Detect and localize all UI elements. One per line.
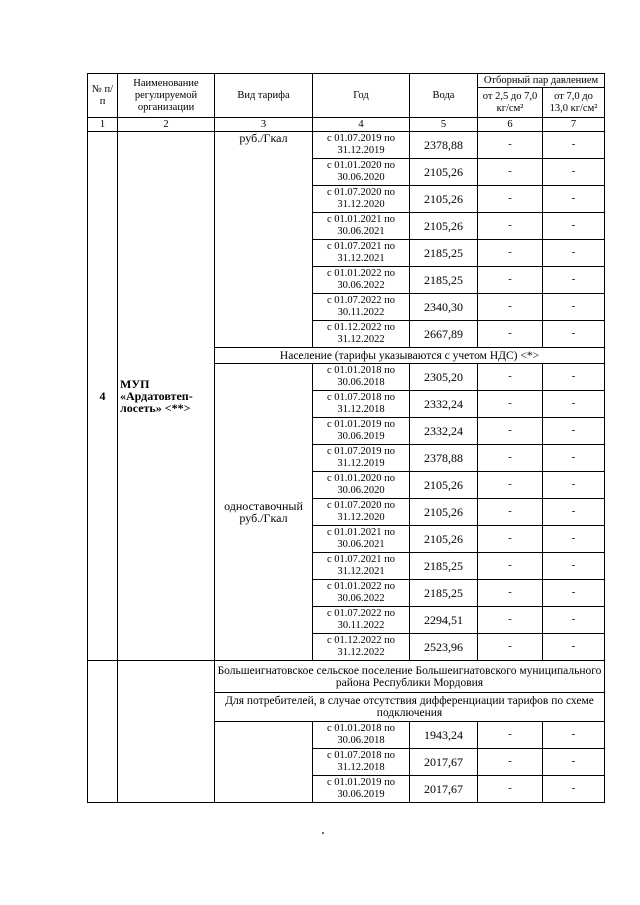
water-value: 2378,88: [410, 445, 478, 472]
row-number: 4: [88, 132, 118, 661]
table-row: [88, 132, 605, 159]
header-row: [88, 74, 605, 88]
header-steam-high: от 7,0 до 13,0 кг/см²: [543, 88, 605, 118]
steam-high-value: -: [543, 294, 605, 321]
steam-high-value: -: [543, 213, 605, 240]
water-value: 2294,51: [410, 607, 478, 634]
header-steam-group: Отборный пар давлением: [478, 74, 605, 88]
period-cell: с 01.01.2020 по 30.06.2020: [313, 159, 410, 186]
steam-high-value: -: [543, 580, 605, 607]
steam-low-value: -: [478, 391, 543, 418]
water-value: 2332,24: [410, 418, 478, 445]
steam-low-value: -: [478, 499, 543, 526]
period-cell: с 01.07.2019 по 31.12.2019: [313, 445, 410, 472]
consumers-label: Для потребителей, в случае отсутствия дифференциации тарифов по схеме подключения: [215, 693, 605, 722]
water-value: 2185,25: [410, 553, 478, 580]
water-value: 2105,26: [410, 526, 478, 553]
steam-high-value: -: [543, 240, 605, 267]
period-cell: с 01.01.2018 по 30.06.2018: [313, 364, 410, 391]
period-cell: с 01.01.2019 по 30.06.2019: [313, 776, 410, 803]
steam-low-value: -: [478, 445, 543, 472]
steam-low-value: -: [478, 267, 543, 294]
period-cell: с 01.01.2022 по 30.06.2022: [313, 267, 410, 294]
header-tariff-type: Вид тарифа: [215, 74, 313, 118]
steam-low-value: -: [478, 607, 543, 634]
column-number: 3: [215, 118, 313, 132]
water-value: 2185,25: [410, 267, 478, 294]
steam-low-value: -: [478, 132, 543, 159]
steam-low-value: -: [478, 186, 543, 213]
column-number: 5: [410, 118, 478, 132]
period-cell: с 01.01.2021 по 30.06.2021: [313, 213, 410, 240]
tariff-table: [87, 73, 605, 803]
water-value: 2017,67: [410, 776, 478, 803]
period-cell: с 01.07.2021 по 31.12.2021: [313, 240, 410, 267]
steam-high-value: -: [543, 722, 605, 749]
steam-high-value: -: [543, 132, 605, 159]
water-value: 1943,24: [410, 722, 478, 749]
header-organization: Наименование регулируемой организации: [118, 74, 215, 118]
steam-low-value: -: [478, 722, 543, 749]
steam-high-value: -: [543, 267, 605, 294]
steam-high-value: -: [543, 364, 605, 391]
steam-high-value: -: [543, 749, 605, 776]
population-label: Население (тарифы указываются с учетом НДС) <*>: [215, 348, 605, 364]
steam-low-value: -: [478, 634, 543, 661]
period-cell: с 01.07.2022 по 30.11.2022: [313, 607, 410, 634]
steam-high-value: -: [543, 607, 605, 634]
water-value: 2105,26: [410, 472, 478, 499]
water-value: 2332,24: [410, 391, 478, 418]
period-cell: с 01.07.2022 по 30.11.2022: [313, 294, 410, 321]
period-cell: с 01.07.2019 по 31.12.2019: [313, 132, 410, 159]
steam-high-value: -: [543, 418, 605, 445]
period-cell: с 01.12.2022 по 31.12.2022: [313, 634, 410, 661]
steam-high-value: -: [543, 553, 605, 580]
row-number: [88, 661, 118, 803]
tariff-type: руб./Гкал: [215, 132, 313, 348]
stray-mark: [322, 832, 324, 834]
water-value: 2105,26: [410, 159, 478, 186]
settlement-label: Большеигнатовское сельское поселение Большеигнатовского муниципального района Республики Мордовия: [215, 661, 605, 693]
period-cell: с 01.01.2020 по 30.06.2020: [313, 472, 410, 499]
water-value: 2340,30: [410, 294, 478, 321]
steam-low-value: -: [478, 364, 543, 391]
water-value: 2105,26: [410, 186, 478, 213]
steam-low-value: -: [478, 213, 543, 240]
period-cell: с 01.01.2019 по 30.06.2019: [313, 418, 410, 445]
period-cell: с 01.01.2022 по 30.06.2022: [313, 580, 410, 607]
organization-name: [118, 661, 215, 803]
column-number: 4: [313, 118, 410, 132]
period-cell: с 01.07.2021 по 31.12.2021: [313, 553, 410, 580]
period-cell: с 01.07.2020 по 31.12.2020: [313, 499, 410, 526]
steam-high-value: -: [543, 776, 605, 803]
column-number: 6: [478, 118, 543, 132]
steam-low-value: -: [478, 159, 543, 186]
period-cell: с 01.12.2022 по 31.12.2022: [313, 321, 410, 348]
period-cell: с 01.01.2018 по 30.06.2018: [313, 722, 410, 749]
column-number: 2: [118, 118, 215, 132]
column-number-row: [88, 118, 605, 132]
water-value: 2105,26: [410, 499, 478, 526]
steam-low-value: -: [478, 553, 543, 580]
steam-high-value: -: [543, 159, 605, 186]
steam-high-value: -: [543, 391, 605, 418]
water-value: 2185,25: [410, 240, 478, 267]
period-cell: с 01.07.2018 по 31.12.2018: [313, 749, 410, 776]
steam-high-value: -: [543, 634, 605, 661]
tariff-type: [215, 722, 313, 803]
period-cell: с 01.01.2021 по 30.06.2021: [313, 526, 410, 553]
steam-high-value: -: [543, 186, 605, 213]
steam-high-value: -: [543, 499, 605, 526]
water-value: 2378,88: [410, 132, 478, 159]
header-steam-low: от 2,5 до 7,0 кг/см²: [478, 88, 543, 118]
period-cell: с 01.07.2018 по 31.12.2018: [313, 391, 410, 418]
steam-low-value: -: [478, 526, 543, 553]
column-number: 7: [543, 118, 605, 132]
steam-low-value: -: [478, 472, 543, 499]
organization-name: МУП «Ардатовтеп-лосеть» <**>: [118, 132, 215, 661]
tariff-type: одноставочный руб./Гкал: [215, 364, 313, 661]
water-value: 2523,96: [410, 634, 478, 661]
steam-low-value: -: [478, 321, 543, 348]
steam-low-value: -: [478, 749, 543, 776]
water-value: 2017,67: [410, 749, 478, 776]
steam-high-value: -: [543, 321, 605, 348]
steam-high-value: -: [543, 526, 605, 553]
header-number: № п/п: [88, 74, 118, 118]
steam-low-value: -: [478, 294, 543, 321]
column-number: 1: [88, 118, 118, 132]
steam-low-value: -: [478, 776, 543, 803]
steam-high-value: -: [543, 472, 605, 499]
header-water: Вода: [410, 74, 478, 118]
water-value: 2667,89: [410, 321, 478, 348]
period-cell: с 01.07.2020 по 31.12.2020: [313, 186, 410, 213]
water-value: 2305,20: [410, 364, 478, 391]
steam-high-value: -: [543, 445, 605, 472]
steam-low-value: -: [478, 418, 543, 445]
water-value: 2105,26: [410, 213, 478, 240]
steam-low-value: -: [478, 240, 543, 267]
section-row: [88, 661, 605, 693]
header-year: Год: [313, 74, 410, 118]
water-value: 2185,25: [410, 580, 478, 607]
steam-low-value: -: [478, 580, 543, 607]
